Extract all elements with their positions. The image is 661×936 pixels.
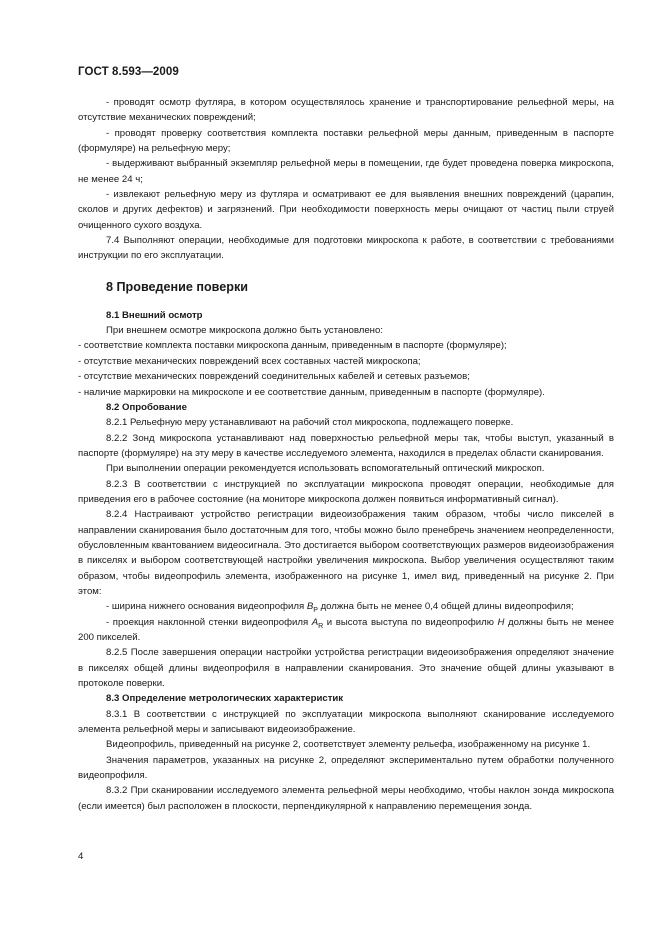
paragraph: - выдерживают выбранный экземпляр рельефной меры в помещении, где будет проведена поверка микроскопа, не менее 24 ч; (78, 158, 614, 185)
text-run: - проекция наклонной стенки видеопрофиля (106, 616, 312, 628)
document-body (78, 95, 614, 814)
list-item: - отсутствие механических повреждений всех составных частей микроскопа; (78, 355, 421, 367)
symbol-subscript: R (318, 622, 324, 630)
paragraph: Видеопрофиль, приведенный на рисунке 2, соответствует элементу рельефа, изображенному на рисунке 1. (106, 739, 591, 751)
text-run: - ширина нижнего основания видеопрофиля (106, 601, 307, 613)
list-item (78, 615, 614, 646)
text-run: должны быть не менее 200 пикселей. (78, 616, 614, 643)
symbol: A (311, 616, 319, 628)
paragraph: 8.2.2 Зонд микроскопа устанавливают над поверхностью рельефной меры так, чтобы выступ, указанный в паспорте (формуляре) на эту меру в качестве исследуемого элемента, находился в пределах области сканирования. (78, 432, 614, 459)
paragraph: 8.2.1 Рельефную меру устанавливают на рабочий стол микроскопа, подлежащего поверке. (106, 417, 514, 429)
list-item: - наличие маркировки на микроскопе и ее соответствие данным, приведенным в паспорте (формуляре). (78, 386, 545, 398)
paragraph: 8.3.1 В соответствии с инструкцией по эксплуатации микроскопа выполняют сканирование исследуемого элемента рельефной меры и записывают видеоизображение. (78, 708, 614, 736)
list-item: - отсутствие механических повреждений соединительных кабелей и сетевых разъемов; (78, 371, 470, 383)
list-item: - соответствие комплекта поставки микроскопа данным, приведенным в паспорте (формуляре); (78, 340, 507, 352)
paragraph: - извлекают рельефную меру из футляра и осматривают ее для выявления внешних повреждений (царапин, сколов и других дефектов) и загрязнений. При необходимости поверхность меры очищают от частиц пыли струей очищенного сухого воздуха. (78, 189, 614, 231)
text-run: должна быть не менее 0,4 общей длины видеопрофиля; (317, 601, 574, 613)
document-header: ГОСТ 8.593—2009 (78, 66, 179, 78)
subsection-heading: 8.2 Опробование (106, 401, 187, 413)
symbol: H (497, 616, 505, 628)
symbol-subscript: P (313, 607, 318, 615)
paragraph: - проводят проверку соответствия комплекта поставки рельефной меры данным, приведенным в паспорте (формуляре) на рельефную меру; (78, 127, 614, 155)
paragraph: 8.3.2 При сканировании исследуемого элемента рельефной меры необходимо, чтобы наклон зонда микроскопа (если имеется) был расположен в плоскости, перпендикулярной к направлению перемещения зонда. (78, 785, 614, 812)
paragraph: - проводят осмотр футляра, в котором осуществлялось хранение и транспортирование рельефной меры, на отсутствие механических повреждений; (78, 97, 614, 124)
subsection-heading: 8.1 Внешний осмотр (106, 309, 203, 321)
text-run: и высота выступа по видеопрофилю (323, 616, 498, 628)
paragraph: 8.2.5 После завершения операции настройки устройства регистрации видеоизображения определяют значение в пикселях общей длины видеопрофиля в направлении сканирования. Это значение общей длины указывают в протоколе поверки. (78, 647, 614, 690)
paragraph: 8.2.3 В соответствии с инструкцией по эксплуатации микроскопа проводят операции, необходимые для приведения его в рабочее состояние (на мониторе микроскопа должен появиться информативный сигнал). (78, 478, 614, 505)
paragraph: При внешнем осмотре микроскопа должно быть установлено: (106, 325, 383, 337)
paragraph: 7.4 Выполняют операции, необходимые для подготовки микроскопа к работе, в соответствии с требованиями инструкции по его эксплуатации. (78, 235, 614, 262)
paragraph: Значения параметров, указанных на рисунке 2, определяют экспериментально путем обработки полученного видеопрофиля. (78, 754, 614, 782)
subsection-heading: 8.3 Определение метрологических характеристик (106, 693, 344, 705)
paragraph: 8.2.4 Настраивают устройство регистрации видеоизображения таким образом, чтобы число пикселей в направлении сканирования было достаточным для того, чтобы можно было пренебречь значением неопределенности, обусловленным квантованием видеосигнала. Это достигается выбором соответствующих размеров видеоизображения в пикселях и выбором соответствующей настройки увеличения микроскопа. Выбор увеличения осуществляют таким образом, чтобы видеопрофиль элемента, изображенного на рисунке 1, имел вид, приведенный на рисунке 2. При этом: (78, 509, 614, 597)
paragraph: При выполнении операции рекомендуется использовать вспомогательный оптический микроскоп. (106, 463, 545, 475)
page-number: 4 (78, 851, 84, 862)
symbol: B (306, 601, 314, 613)
section-heading: 8 Проведение поверки (106, 279, 248, 294)
list-item (78, 599, 614, 614)
